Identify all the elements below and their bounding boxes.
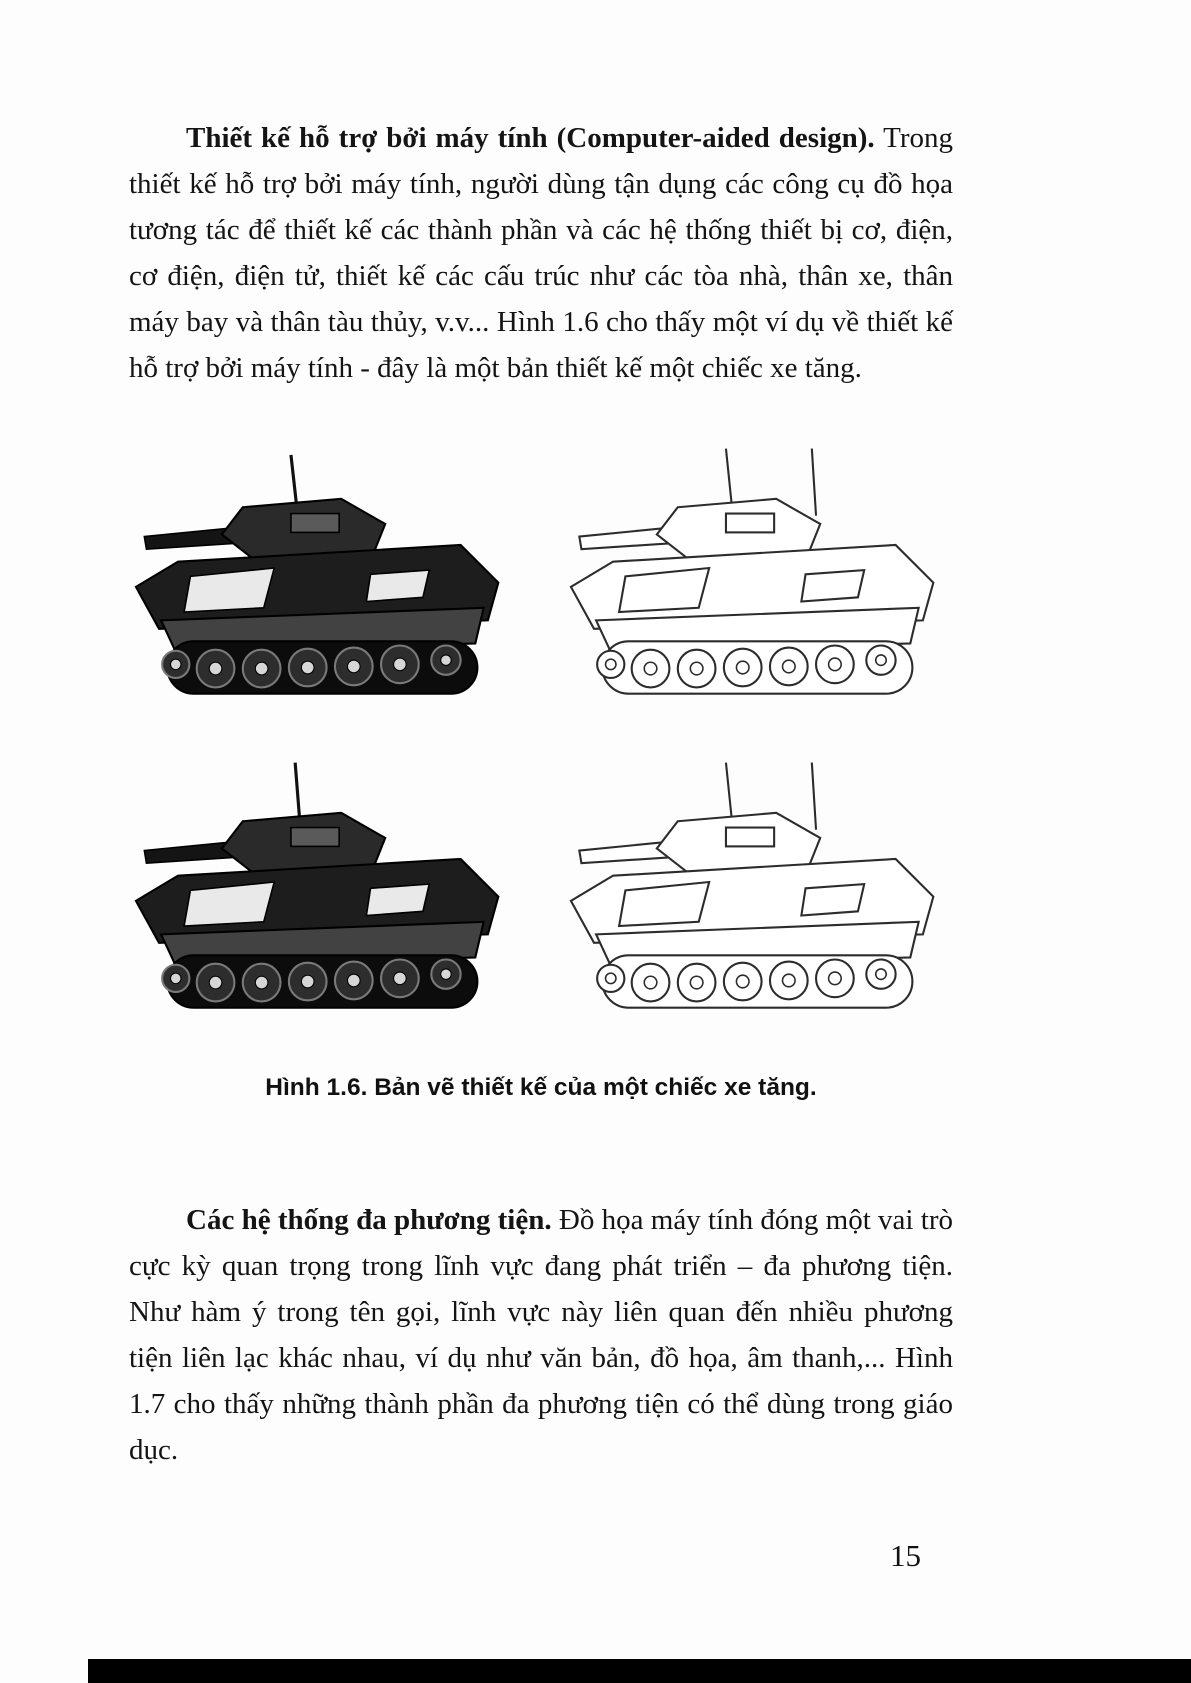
page-number: 15: [890, 1538, 921, 1573]
scan-edge-bar: [88, 1659, 1191, 1683]
figure-cell-top-left: [103, 446, 524, 734]
figure-tank-drawings: [103, 446, 959, 1048]
paragraph-multimedia: [129, 1197, 953, 1473]
figure-caption: Hình 1.6. Bản vẽ thiết kế của một chiếc xe tăng.: [265, 1074, 817, 1101]
paragraph-multimedia-lead: Các hệ thống đa phương tiện.: [186, 1204, 552, 1236]
tank-design-wireframe-top-right: [550, 446, 948, 734]
paragraph-cad-body: Trong thiết kế hỗ trợ bởi máy tính, người dùng tận dụng các công cụ đồ họa tương tác để thiết kế các thành phần và các hệ thống thiết bị cơ, điện, cơ điện, điện tử, thiết kế các cấu trúc như các tòa nhà, thân xe, thân máy bay và thân tàu thủy, v.v... Hình 1.6 cho thấy một ví dụ về thiết kế hỗ trợ bởi máy tính - đây là một bản thiết kế một chiếc xe tăng.: [129, 122, 954, 384]
figure-cell-top-right: [538, 446, 959, 734]
figure-cell-bottom-right: [538, 760, 959, 1048]
paragraph-cad: [129, 115, 953, 391]
tank-design-solid-bottom-left: [115, 760, 513, 1048]
paragraph-multimedia-body: Đồ họa máy tính đóng một vai trò cực kỳ quan trọng trong lĩnh vực đang phát triển – đa phương tiện. Như hàm ý trong tên gọi, lĩnh vực này liên quan đến nhiều phương tiện liên lạc khác nhau, ví dụ như văn bản, đồ họa, âm thanh,... Hình 1.7 cho thấy những thành phần đa phương tiện có thể dùng trong giáo dục.: [129, 1204, 953, 1466]
tank-design-solid-top-left: [115, 446, 513, 734]
paragraph-cad-lead: Thiết kế hỗ trợ bởi máy tính (Computer-aided design).: [186, 122, 875, 154]
figure-cell-bottom-left: [103, 760, 524, 1048]
tank-design-wireframe-bottom-right: [550, 760, 948, 1048]
